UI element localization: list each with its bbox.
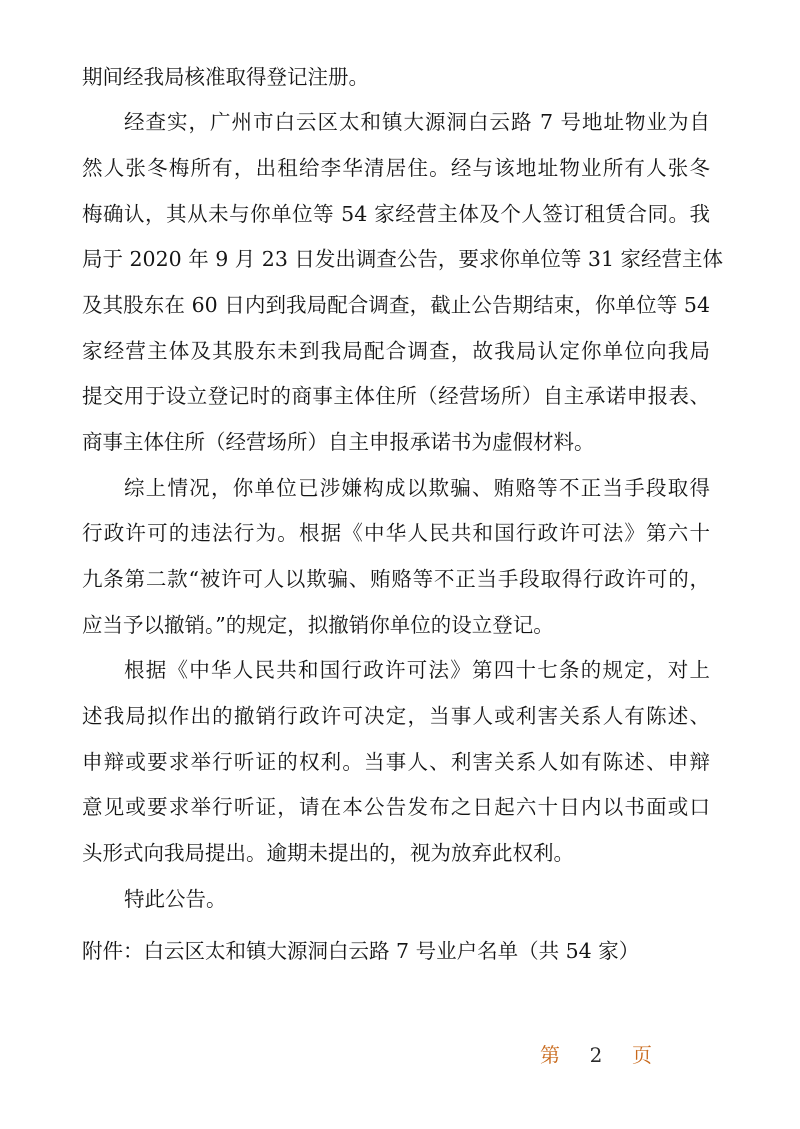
paragraph-line-14: 根据《中华人民共和国行政许可法》第四十七条的规定，对上 [124, 658, 710, 682]
paragraph-line-15: 述我局拟作出的撤销行政许可决定，当事人或利害关系人有陈述、 [82, 704, 710, 728]
paragraph-line-18: 头形式向我局提出。逾期未提出的，视为放弃此权利。 [82, 841, 574, 865]
paragraph-line-3: 然人张冬梅所有，出租给李华清居住。经与该地址物业所有人张冬 [82, 156, 710, 180]
paragraph-line-1: 期间经我局核准取得登记注册。 [82, 65, 369, 89]
paragraph-line-9: 商事主体住所（经营场所）自主申报承诺书为虚假材料。 [82, 430, 595, 454]
paragraph-line-7: 家经营主体及其股东未到我局配合调查，故我局认定你单位向我局 [82, 339, 710, 363]
page-footer [540, 1040, 652, 1070]
footer-suffix: 页 [631, 1043, 652, 1067]
paragraph-line-13: 应当予以撤销。”的规定，拟撤销你单位的设立登记。 [82, 613, 554, 637]
footer-prefix: 第 [540, 1043, 560, 1067]
paragraph-line-2: 经查实，广州市白云区太和镇大源洞白云路 7 号地址物业为自 [124, 110, 710, 134]
paragraph-line-16: 申辩或要求举行听证的权利。当事人、利害关系人如有陈述、申辩 [82, 750, 710, 774]
paragraph-line-8: 提交用于设立登记时的商事主体住所（经营场所）自主承诺申报表、 [82, 384, 710, 408]
paragraph-line-17: 意见或要求举行听证，请在本公告发布之日起六十日内以书面或口 [82, 795, 710, 819]
paragraph-line-10: 综上情况，你单位已涉嫌构成以欺骗、贿赂等不正当手段取得 [124, 476, 710, 500]
paragraph-line-5: 局于 2020 年 9 月 23 日发出调查公告，要求你单位等 31 家经营主体 [82, 247, 724, 271]
attachment-line: 附件：白云区太和镇大源洞白云路 7 号业户名单（共 54 家） [82, 939, 640, 963]
page-number: 2 [589, 1043, 603, 1067]
paragraph-line-12: 九条第二款“被许可人以欺骗、贿赂等不正当手段取得行政许可的， [82, 567, 710, 591]
paragraph-line-19: 特此公告。 [124, 887, 227, 911]
paragraph-line-4: 梅确认，其从未与你单位等 54 家经营主体及个人签订租赁合同。我 [82, 202, 710, 226]
paragraph-line-11: 行政许可的违法行为。根据《中华人民共和国行政许可法》第六十 [82, 521, 710, 545]
paragraph-line-6: 及其股东在 60 日内到我局配合调查，截止公告期结束，你单位等 54 [82, 293, 710, 317]
